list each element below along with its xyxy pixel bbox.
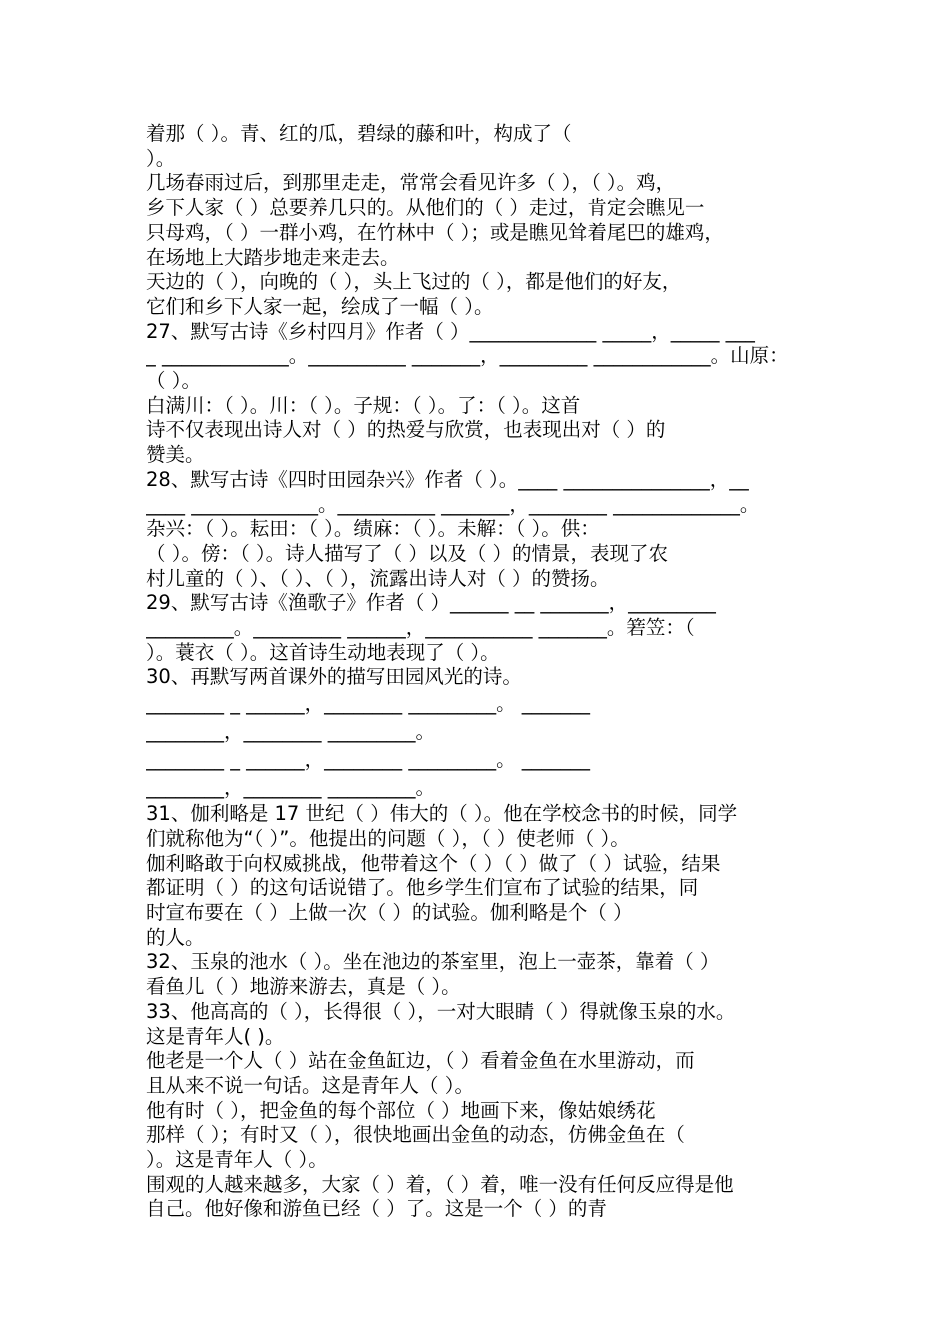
text-line: 几场春雨过后，到那里走走，常常会看见许多（ ），（ ）。鸡， [146, 171, 676, 195]
text-line: 这是青年人( )。 [146, 1024, 285, 1048]
text-line: 白满川：（ ）。川：（ ）。子规：（ ）。了：（ ）。这首 [146, 393, 581, 417]
text-line: 都证明（ ）的这句话说错了。他乡学生们宣布了试验的结果，同 [146, 876, 699, 900]
text-line: 那样（ ）；有时又（ ），很快地画出金鱼的动态，仿佛金鱼在（ [146, 1123, 685, 1147]
question-28-heading: 28、默写古诗《四时田园杂兴》作者（ ）。____ _______________，__ [146, 467, 749, 491]
text-line: 围观的人越来越多，大家（ ）着，（ ）着，唯一没有任何反应得是他 [146, 1172, 734, 1196]
text-line: 在场地上大踏步地走来走去。 [146, 245, 400, 269]
blank-line: ________，________ _________。 [146, 776, 435, 800]
text-line: 看鱼儿（ ）地游来游去，真是（ ）。 [146, 975, 461, 999]
text-line: 们就称他为“（ ）”。他提出的问题（ ），（ ）使老师（ ）。 [146, 826, 630, 850]
blank-line: ________ _ ______，________ _________。 _______ [146, 748, 591, 772]
question-32-heading: 32、玉泉的池水（ ）。坐在池边的茶室里，泡上一壶茶，靠着（ ） [146, 950, 720, 974]
text-line: 且从来不说一句话。这是青年人（ ）。 [146, 1073, 474, 1097]
text-line: 时宣布要在（ ）上做一次（ ）的试验。伽利略是个（ ） [146, 900, 633, 924]
text-line: （ ）。 [146, 369, 201, 393]
text-line: 他有时（ ），把金鱼的每个部位（ ）地画下来，像姑娘绣花 [146, 1098, 656, 1122]
question-31-heading: 31、伽利略是 17 世纪（ ）伟大的（ ）。他在学校念书的时候，同学 [146, 802, 738, 826]
text-line: 自己。他好像和游鱼已经（ ）了。这是一个（ ）的青 [146, 1197, 607, 1221]
text-line: 天边的（ ），向晚的（ ），头上飞过的（ ），都是他们的好友， [146, 270, 682, 294]
text-line: 赞美。 [146, 443, 205, 467]
blank-line: ________ _ ______，________ _________。 _______ [146, 692, 591, 716]
text-line: 它们和乡下人家一起，绘成了一幅（ ）。 [146, 294, 494, 318]
text-line: 他老是一个人（ ）站在金鱼缸边，（ ）看着金鱼在水里游动，而 [146, 1049, 695, 1073]
text-line: 伽利略敢于向权威挑战，他带着这个（ ）（ ）做了（ ）试验，结果 [146, 851, 721, 875]
text-line: （ ）。傍：（ ）。诗人描写了（ ）以及（ ）的情景，表现了农 [146, 541, 669, 565]
blank-line: ________，________ _________。 [146, 720, 435, 744]
text-line: ）。 [146, 146, 176, 170]
text-line: 的人。 [146, 925, 205, 949]
question-30-heading: 30、再默写两首课外的描写田园风光的诗。 [146, 665, 522, 689]
text-line: ）。这是青年人（ ）。 [146, 1148, 328, 1172]
text-line: 村儿童的（ ）、（ ）、（ ），流露出诗人对（ ）的赞扬。 [146, 566, 610, 590]
text-line: 只母鸡，（ ）一群小鸡，在竹林中（ ）；或是瞧见耸着尾巴的雄鸡， [146, 220, 724, 244]
text-line: 诗不仅表现出诗人对（ ）的热爱与欣赏，也表现出对（ ）的 [146, 418, 666, 442]
question-27-heading: 27、默写古诗《乡村四月》作者（ ）_____________ _____，_____ ___ [146, 319, 755, 343]
text-line: _ _____________。__________ _______，_________ ____________。山原： [146, 344, 789, 368]
question-29-heading: 29、默写古诗《渔歌子》作者（ ）______ __ _______，_________ [146, 591, 716, 615]
text-line: 杂兴：（ ）。耘田：（ ）。绩麻：（ ）。未解：（ ）。供： [146, 517, 600, 541]
text-line: 乡下人家（ ）总要养几只的。从他们的（ ）走过，肯定会瞧见一 [146, 196, 705, 220]
text-line: _________。_________ ______，___________ _______。箬笠：（ [146, 616, 695, 640]
worksheet-text [146, 122, 818, 1222]
question-33-heading: 33、他高高的（ ），长得很（ ），一对大眼睛（ ）得就像玉泉的水。 [146, 999, 736, 1023]
text-line: ____ _____________。__________ _______，________ _____________。 [146, 492, 760, 516]
text-line: ）。蓑衣（ ）。这首诗生动地表现了（ ）。 [146, 640, 500, 664]
text-line: 着那（ ）。青、红的瓜，碧绿的藤和叶，构成了（ [146, 122, 572, 145]
